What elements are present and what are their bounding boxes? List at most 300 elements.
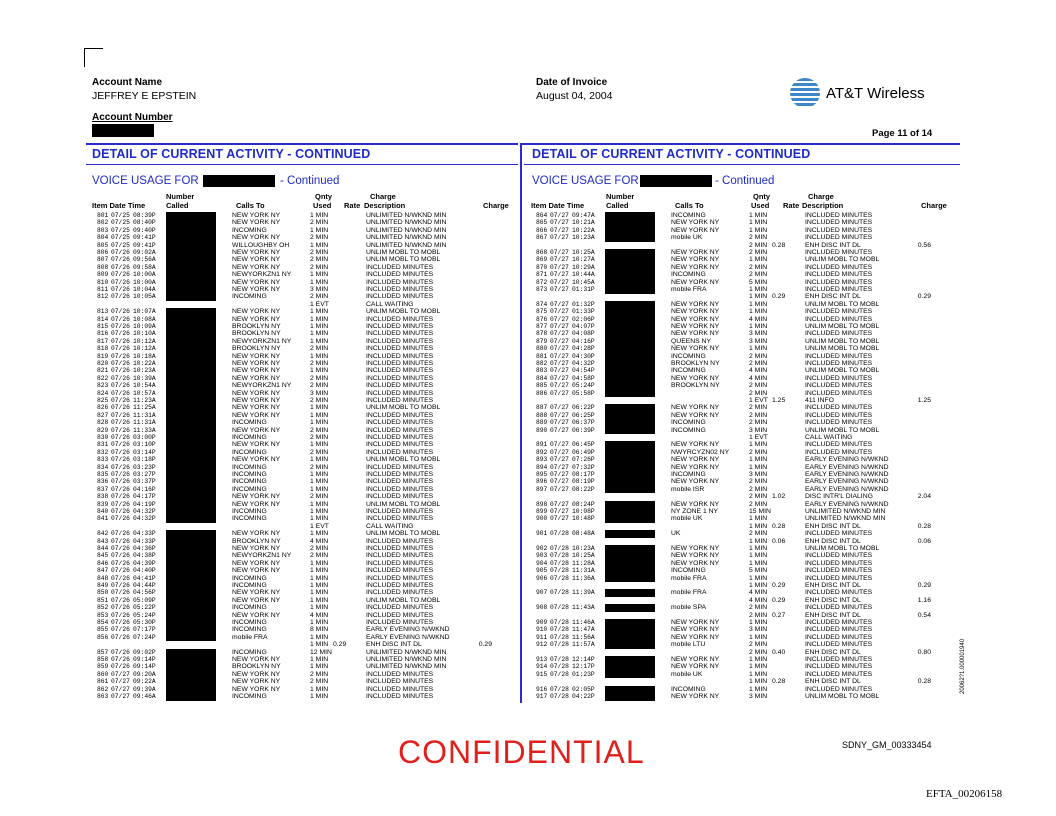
qty-used: 2 MIN: [310, 463, 329, 471]
item-number: 819: [97, 352, 109, 360]
redacted-number: [166, 219, 216, 227]
item-number: 916: [536, 685, 548, 693]
call-date: 07/27: [550, 411, 569, 419]
item-number: 870: [536, 263, 548, 271]
call-time: 06:45P: [572, 441, 595, 449]
table-row: [88, 234, 518, 242]
redacted-number: [605, 626, 655, 634]
table-row: [88, 501, 518, 509]
description: INCLUDED MINUTES: [805, 552, 873, 560]
call-date: 07/26: [111, 515, 130, 523]
description: UNLIM MOBL TO MOBL: [366, 530, 441, 538]
table-row: [88, 345, 518, 353]
redacted-number: [605, 515, 655, 523]
redacted-number: [605, 663, 655, 671]
call-date: 07/26: [111, 545, 130, 552]
qty-used: 1 MIN: [749, 456, 768, 464]
qty-used: 2 MIN: [749, 641, 768, 649]
description: INCLUDED MINUTES: [366, 397, 434, 404]
globe-icon: [790, 78, 820, 108]
redacted-number: [605, 279, 655, 287]
rule-right-top: [522, 143, 960, 145]
call-time: 10:07A: [133, 308, 156, 316]
qty-used: 1 MIN: [749, 633, 768, 641]
call-time: 04:33P: [133, 537, 156, 545]
qty-used: 2 MIN: [749, 411, 768, 419]
table-row: [88, 316, 518, 324]
table-row: [88, 279, 518, 287]
redacted-number: [605, 264, 655, 272]
redacted-number: [166, 471, 216, 479]
table-row: [88, 612, 518, 620]
item-number: 891: [536, 441, 548, 449]
redacted-number: [166, 249, 216, 257]
table-row: [88, 515, 518, 523]
qty-used: 1 EVT: [749, 434, 768, 441]
redacted-number: [166, 456, 216, 464]
call-time: 04:22P: [572, 693, 595, 700]
calls-to: NEW YORK NY: [671, 345, 720, 353]
description: UNLIMITED N/WKND MIN: [366, 656, 447, 663]
redacted-number: [605, 545, 655, 553]
account-name-label: Account Name: [92, 77, 163, 88]
call-time: 04:41P: [133, 574, 156, 582]
table-row: [527, 286, 957, 294]
call-time: 09:41P: [133, 241, 156, 249]
qty-used: 1 MIN: [749, 219, 768, 227]
call-date: 07/25: [111, 226, 130, 234]
item-number: 866: [536, 226, 548, 234]
calls-to: NEW YORK NY: [671, 404, 720, 412]
call-time: 08:48A: [572, 530, 595, 538]
qty-used: 3 MIN: [749, 471, 768, 478]
description: EARLY EVENING N/WKND: [805, 478, 889, 486]
calls-to: UK: [671, 530, 681, 538]
description: INCLUDED MINUTES: [366, 619, 434, 626]
table-row: [527, 530, 957, 538]
item-number: 829: [97, 426, 109, 434]
description: INCLUDED MINUTES: [366, 337, 434, 345]
efta-number: EFTA_00206158: [926, 788, 1003, 800]
redacted-number: [166, 530, 216, 538]
call-date: 07/27: [550, 271, 569, 279]
qty-used: 2 MIN: [310, 426, 329, 434]
item-number: 816: [97, 330, 109, 338]
table-row: [527, 256, 957, 264]
col-qnty: Qnty: [315, 192, 333, 201]
table-row: [527, 323, 957, 331]
call-date: 07/26: [111, 367, 130, 375]
table-row: [527, 227, 957, 235]
qty-used: 4 MIN: [749, 315, 768, 323]
rate: 1.02: [772, 493, 786, 501]
confidential-stamp: CONFIDENTIAL: [398, 734, 645, 770]
redacted-number: [605, 552, 655, 560]
call-time: 07:24P: [133, 633, 156, 641]
item-number: 911: [536, 633, 548, 641]
qty-used: 1 MIN: [749, 678, 768, 686]
table-row: [527, 279, 957, 287]
calls-to: NEW YORK NY: [671, 626, 720, 634]
call-time: 11:23A: [133, 397, 156, 404]
description: CALL WAITING: [366, 300, 414, 308]
col-rate: Rate: [783, 201, 800, 210]
item-number: 872: [536, 278, 548, 286]
item-number: 802: [97, 219, 109, 227]
description: 411 INFO: [805, 397, 834, 404]
table-row: [88, 412, 518, 420]
redacted-number: [166, 501, 216, 509]
redacted-number: [166, 560, 216, 568]
calls-to: BROOKLYN NY: [671, 360, 720, 367]
col-number: Number: [166, 192, 195, 201]
calls-to: NEW YORK NY: [671, 693, 720, 700]
table-row: [88, 567, 518, 575]
redacted-number: [166, 412, 216, 420]
table-row: [527, 441, 957, 449]
call-date: 07/28: [550, 656, 569, 663]
call-time: 10:00A: [133, 271, 156, 279]
description: ENH DISC INT DL: [805, 293, 861, 301]
description: UNLIMITED N/WKND MIN: [366, 226, 447, 234]
qty-used: 1 MIN: [310, 308, 329, 316]
item-number: 803: [97, 226, 109, 234]
call-date: 07/26: [111, 448, 130, 456]
call-date: 07/27: [550, 471, 569, 478]
redacted-number: [166, 693, 216, 701]
call-time: 10:39A: [133, 374, 156, 382]
item-number: 825: [97, 397, 109, 404]
call-date: 07/27: [550, 515, 569, 523]
call-date: 07/26: [111, 271, 130, 279]
item-number: 882: [536, 360, 548, 367]
description: INCLUDED MINUTES: [805, 626, 873, 634]
redacted-number: [605, 604, 655, 612]
call-time: 04:32P: [133, 508, 156, 515]
charge: 0.80: [917, 648, 931, 656]
item-number: 888: [536, 411, 548, 419]
qty-used: 2 MIN: [749, 485, 768, 493]
call-date: 07/26: [111, 256, 130, 264]
call-time: 09:14P: [133, 656, 156, 663]
item-number: 878: [536, 330, 548, 338]
calls-to: NEW YORK NY: [232, 374, 281, 382]
table-row: [527, 604, 957, 612]
item-number: 915: [536, 670, 548, 678]
call-time: 07:32P: [572, 463, 595, 471]
redacted-number: [605, 271, 655, 279]
bates-number: SDNY_GM_00333454: [842, 740, 932, 750]
description: INCLUDED MINUTES: [805, 559, 873, 567]
call-date: 07/25: [111, 219, 130, 227]
qty-used: 3 MIN: [749, 426, 768, 434]
redacted-number: [605, 508, 655, 516]
qty-used: 3 MIN: [749, 626, 768, 634]
item-number: 907: [536, 589, 548, 597]
calls-to: NEW YORK NY: [232, 397, 281, 404]
call-date: 07/28: [550, 626, 569, 634]
table-row: [527, 375, 957, 383]
description: INCLUDED MINUTES: [805, 271, 873, 279]
description: INCLUDED MINUTES: [805, 374, 873, 382]
call-date: 07/27: [550, 419, 569, 427]
call-time: 11:33A: [133, 426, 156, 434]
item-number: 841: [97, 515, 109, 523]
call-date: 07/28: [550, 685, 569, 693]
redacted-number: [605, 367, 655, 375]
table-row: [527, 242, 957, 250]
description: INCLUDED MINUTES: [805, 670, 873, 678]
call-time: 06:25P: [572, 411, 595, 419]
call-date: 07/28: [550, 670, 569, 678]
item-number: 844: [97, 545, 109, 552]
table-row: [527, 434, 957, 442]
calls-to: NEW YORK NY: [671, 463, 720, 471]
redacted-number: [166, 286, 216, 294]
call-time: 04:54P: [572, 367, 595, 375]
description: INCLUDED MINUTES: [366, 537, 434, 545]
description: ENH DISC INT DL: [805, 241, 861, 249]
table-row: [527, 478, 957, 486]
item-number: 813: [97, 308, 109, 316]
table-row: [88, 293, 518, 301]
calls-to: INCOMING: [671, 471, 706, 478]
redacted-number: [605, 353, 655, 361]
call-time: 10:12A: [133, 345, 156, 353]
call-time: 10:04A: [133, 286, 156, 293]
call-time: 09:39A: [133, 685, 156, 693]
description: INCLUDED MINUTES: [805, 589, 873, 597]
description: INCLUDED MINUTES: [366, 582, 434, 589]
item-number: 817: [97, 337, 109, 345]
call-time: 05:22P: [133, 604, 156, 612]
call-time: 11:31A: [133, 411, 156, 419]
table-row: [88, 486, 518, 494]
redacted-number: [166, 486, 216, 494]
call-time: 04:33P: [133, 530, 156, 538]
calls-to: WILLOUGHBY OH: [232, 241, 290, 249]
calls-to: NY ZONE 1 NY: [671, 508, 719, 515]
table-row: [88, 589, 518, 597]
call-date: 07/27: [111, 678, 130, 686]
description: DISC INTR'L DIALING: [805, 493, 873, 501]
call-date: 07/26: [111, 485, 130, 493]
item-number: 838: [97, 493, 109, 501]
item-number: 855: [97, 626, 109, 634]
calls-to: INCOMING: [232, 648, 267, 656]
table-row: [88, 686, 518, 694]
description: UNLIM MOBL TO MOBL: [805, 545, 880, 552]
redacted-number: [605, 382, 655, 390]
description: INCLUDED MINUTES: [805, 441, 873, 449]
charge: 0.54: [917, 611, 931, 619]
item-number: 840: [97, 508, 109, 515]
charge: 0.29: [478, 641, 492, 649]
table-row: [527, 390, 957, 398]
rate: 0.29: [772, 293, 786, 301]
redacted-number: [166, 649, 216, 657]
redacted-number: [166, 686, 216, 694]
charge: 1.16: [917, 596, 931, 604]
description: INCLUDED MINUTES: [366, 693, 434, 700]
rate: 1.25: [772, 397, 786, 404]
item-number: 886: [536, 389, 548, 397]
qty-used: 1 MIN: [749, 559, 768, 567]
item-number: 903: [536, 552, 548, 560]
col-item-date-time: Item Date Time: [531, 201, 585, 210]
call-date: 07/26: [111, 508, 130, 515]
table-row: [527, 353, 957, 361]
qty-used: 2 MIN: [749, 530, 768, 538]
item-number: 865: [536, 219, 548, 227]
qty-used: 1 MIN: [310, 323, 329, 330]
call-time: 04:58P: [572, 374, 595, 382]
description: INCLUDED MINUTES: [366, 589, 434, 597]
description: UNLIMITED N/WKND MIN: [366, 241, 447, 249]
redacted-number: [166, 427, 216, 435]
calls-to: NEW YORK NY: [232, 678, 281, 686]
calls-to: NEW YORK NY: [232, 352, 281, 360]
page-number: Page 11 of 14: [872, 128, 933, 139]
redacted-number: [166, 382, 216, 390]
qty-used: 2 MIN: [749, 611, 768, 619]
table-row: [88, 308, 518, 316]
qty-used: 1 MIN: [749, 300, 768, 308]
call-date: 07/27: [550, 426, 569, 434]
call-date: 07/27: [550, 337, 569, 345]
table-row: [527, 264, 957, 272]
redacted-number: [166, 375, 216, 383]
calls-to: NEW YORK NY: [232, 278, 281, 286]
redacted-number: [166, 212, 216, 220]
account-name: JEFFREY E EPSTEIN: [92, 90, 197, 102]
item-number: 832: [97, 448, 109, 456]
call-time: 03:14P: [133, 448, 156, 456]
call-date: 07/26: [111, 493, 130, 501]
description: UNLIMITED N/WKND MIN: [366, 234, 447, 242]
call-date: 07/28: [550, 589, 569, 597]
qty-used: 2 MIN: [310, 448, 329, 456]
item-number: 904: [536, 559, 548, 567]
col-number: Number: [606, 192, 635, 201]
table-row: [88, 545, 518, 553]
redacted-number: [166, 604, 216, 612]
call-time: 10:08P: [572, 508, 595, 515]
charge: 0.29: [917, 582, 931, 589]
calls-to: INCOMING: [232, 515, 267, 523]
call-time: 03:18P: [133, 456, 156, 464]
qty-used: 2 MIN: [749, 404, 768, 412]
vertical-doc-id: 20062?1.000001940: [960, 638, 966, 694]
table-row: [88, 538, 518, 546]
table-row: [88, 419, 518, 427]
description: INCLUDED MINUTES: [366, 426, 434, 434]
calls-to: BROOKLYN NY: [232, 537, 281, 545]
description: ENH DISC INT DL: [805, 648, 861, 656]
qty-used: 3 MIN: [310, 389, 329, 397]
call-date: 07/27: [550, 234, 569, 242]
call-time: 11:25A: [133, 404, 156, 412]
calls-to: INCOMING: [232, 226, 267, 234]
table-row: [527, 449, 957, 457]
calls-to: mobile ISR: [671, 485, 705, 493]
table-row: [527, 249, 957, 257]
qty-used: 2 MIN: [310, 360, 329, 367]
call-date: 07/27: [550, 382, 569, 390]
table-row: [88, 575, 518, 583]
call-date: 07/27: [550, 286, 569, 293]
call-date: 07/27: [550, 345, 569, 353]
voice-continued-left: - Continued: [280, 175, 340, 187]
redacted-number: [605, 256, 655, 264]
qty-used: 3 MIN: [310, 286, 329, 293]
qty-used: 1 MIN: [310, 500, 329, 508]
description: INCLUDED MINUTES: [366, 286, 434, 293]
description: INCLUDED MINUTES: [805, 567, 873, 575]
table-row: [527, 412, 957, 420]
redacted-number: [166, 234, 216, 242]
charge: 0.28: [917, 678, 931, 686]
qty-used: 1 MIN: [749, 663, 768, 671]
item-number: 881: [536, 352, 548, 360]
description: INCLUDED MINUTES: [366, 485, 434, 493]
description: INCLUDED MINUTES: [805, 530, 873, 538]
call-time: 03:27P: [133, 471, 156, 478]
item-number: 867: [536, 234, 548, 242]
description: ENH DISC INT DL: [805, 537, 861, 545]
item-number: 820: [97, 360, 109, 367]
calls-to: NEW YORK NY: [232, 656, 281, 663]
call-time: 11:39A: [572, 589, 595, 597]
qty-used: 2 MIN: [310, 678, 329, 686]
redacted-number: [605, 634, 655, 642]
logo-text: AT&T Wireless: [826, 84, 925, 102]
redacted-number: [166, 612, 216, 620]
redacted-number: [605, 589, 655, 597]
redacted-number: [605, 286, 655, 294]
qty-used: 1 MIN: [310, 485, 329, 493]
col-description: Description: [364, 201, 406, 210]
item-number: 851: [97, 596, 109, 604]
call-date: 07/27: [550, 212, 569, 219]
call-date: 07/26: [111, 263, 130, 271]
table-row: [88, 530, 518, 538]
qty-used: 1 MIN: [310, 212, 329, 219]
table-row: [527, 345, 957, 353]
calls-to: INCOMING: [232, 434, 267, 441]
redacted-number: [605, 412, 655, 420]
call-time: 05:24P: [572, 382, 595, 390]
call-time: 04:16P: [572, 337, 595, 345]
calls-to: BROOKLYN NY: [232, 323, 281, 330]
qty-used: 2 MIN: [310, 345, 329, 353]
item-number: 883: [536, 367, 548, 375]
table-row: [88, 493, 518, 501]
call-time: 08:39P: [133, 212, 156, 219]
call-date: 07/26: [111, 323, 130, 330]
description: INCLUDED MINUTES: [805, 389, 873, 397]
item-number: 885: [536, 382, 548, 390]
calls-to: NEW YORK NY: [671, 633, 720, 641]
description: UNLIM MOBL TO MOBL: [805, 256, 880, 264]
description: UNLIMITED N/WKND MIN: [366, 648, 447, 656]
description: UNLIM MOBL TO MOBL: [366, 500, 441, 508]
item-number: 843: [97, 537, 109, 545]
calls-to: INCOMING: [232, 478, 267, 486]
calls-to: NEW YORK NY: [232, 596, 281, 604]
qty-used: 2 MIN: [310, 545, 329, 552]
call-date: 07/26: [111, 308, 130, 316]
